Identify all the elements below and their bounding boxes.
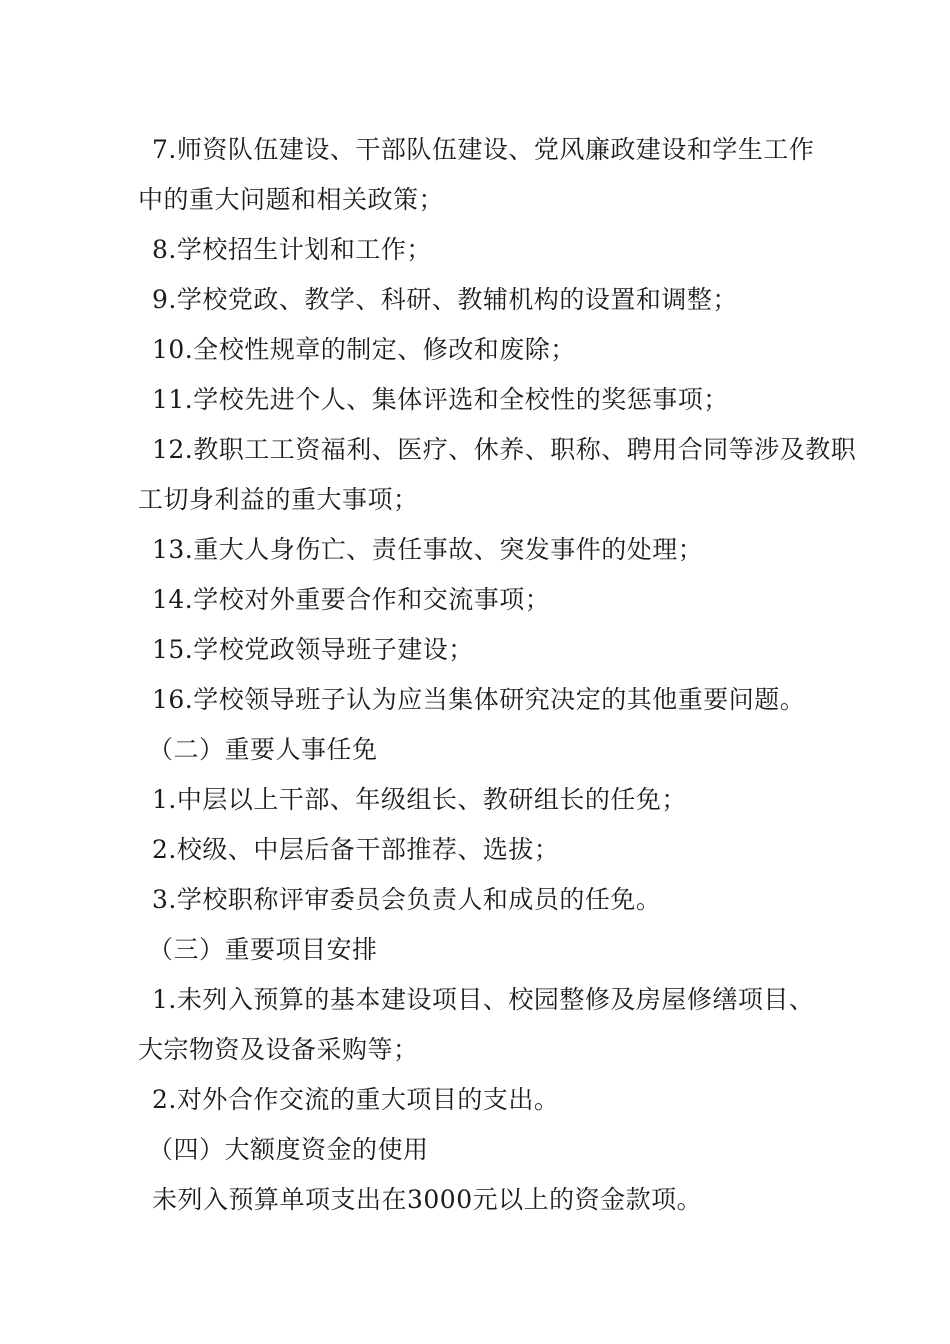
item-10: 10.全校性规章的制定、修改和废除； [152,335,576,364]
funds-item: 未列入预算单项支出在3000元以上的资金款项。 [152,1185,703,1214]
item-16: 16.学校领导班子认为应当集体研究决定的其他重要问题。 [152,685,806,714]
item-15: 15.学校党政领导班子建设； [152,635,474,664]
personnel-item-2: 2.校级、中层后备干部推荐、选拔； [152,835,560,864]
personnel-item-1: 1.中层以上干部、年级组长、教研组长的任免； [152,785,687,814]
personnel-item-3: 3.学校职称评审委员会负责人和成员的任免。 [152,885,662,914]
item-8: 8.学校招生计划和工作； [152,235,432,264]
item-9: 9.学校党政、教学、科研、教辅机构的设置和调整； [152,285,738,314]
item-13: 13.重大人身伤亡、责任事故、突发事件的处理； [152,535,704,564]
item-14: 14.学校对外重要合作和交流事项； [152,585,551,614]
section-heading-4: （四）大额度资金的使用 [148,1135,429,1164]
item-12-line-2: 工切身利益的重大事项； [138,485,419,514]
item-11: 11.学校先进个人、集体评选和全校性的奖惩事项； [152,385,729,414]
project-item-1-line-1: 1.未列入预算的基本建设项目、校园整修及房屋修缮项目、 [152,985,815,1014]
item-7-line-1: 7.师资队伍建设、干部队伍建设、党风廉政建设和学生工作 [152,135,815,164]
project-item-1-line-2: 大宗物资及设备采购等； [138,1035,419,1064]
project-item-2: 2.对外合作交流的重大项目的支出。 [152,1085,560,1114]
section-heading-2: （二）重要人事任免 [148,735,378,764]
item-7-line-2: 中的重大问题和相关政策； [138,185,445,214]
item-12-line-1: 12.教职工工资福利、医疗、休养、职称、聘用合同等涉及教职 [152,435,857,464]
section-heading-3: （三）重要项目安排 [148,935,378,964]
